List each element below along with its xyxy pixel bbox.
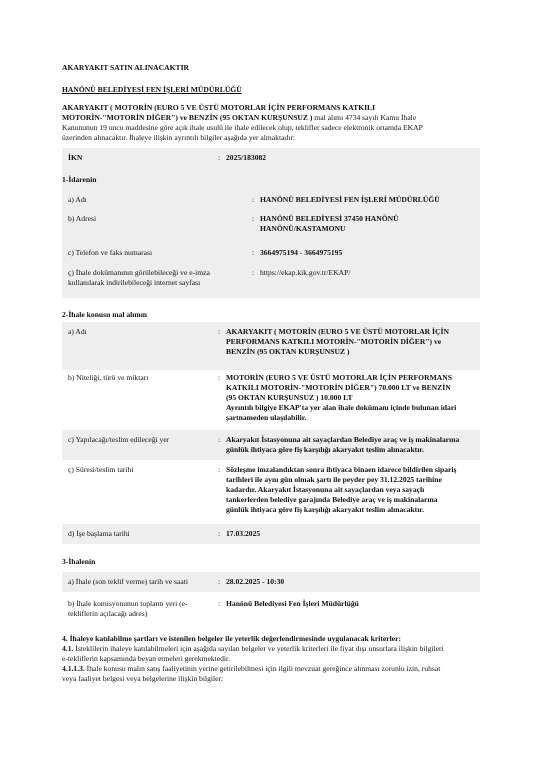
s2-b-line-2: KATKILI MOTORİN-"MOTORİN DİĞER") 70.000 LT ve BENZİN <box>226 383 451 392</box>
ikn-value: 2025/183082 <box>226 153 267 162</box>
colon: : <box>252 248 255 257</box>
s2-cc-row <box>62 462 480 522</box>
s1-b-value-1: HANÖNÜ BELEDİYESİ 37450 HANÖNÜ <box>260 214 399 223</box>
s3-a-value: 28.02.2025 - 10:30 <box>226 577 285 586</box>
section-3-title: 3-İhalenin <box>62 557 96 566</box>
s2-cc-line-4: tankerlerden belediye garajında Belediye araç ve iş makinalarına <box>226 495 438 504</box>
colon: : <box>252 214 255 223</box>
s2-c-line-1: Akaryakıt İstasyonuna ait sayaçlardan Belediye araç ve iş makinalarına <box>226 435 460 444</box>
colon: : <box>252 268 255 277</box>
s4-p1-line-1 <box>62 644 480 654</box>
s4-p2-line-1 <box>62 664 480 674</box>
s2-cc-line-1: Sözleşme imzalandıktan sonra ihtiyaca binaen idarece bildirilen sipariş <box>226 465 457 474</box>
section-1-title: 1-İdarenin <box>62 175 97 184</box>
s4-p1-num: 4.1. <box>62 644 74 653</box>
colon: : <box>218 373 221 382</box>
s4-p1-line-2: e-tekliflerin kapsamında beyan etmeleri gerekmektedir. <box>62 654 231 663</box>
s2-cc-line-5: günlük ihtiyaca göre fiş karşılığı akaryakıt teslim alınacaktır. <box>226 505 424 514</box>
intro-line-1: AKARYAKIT ( MOTORİN (EURO 5 VE ÜSTÜ MOTORLAR İÇİN PERFORMANS KATKILI <box>62 103 376 112</box>
s1-b-label: b) Adresi <box>68 214 97 223</box>
colon: : <box>252 195 255 204</box>
section-4-title: 4. İhaleye katılabilme şartları ve istenilen belgeler ile yeterlik değerlendirmesinde uygulanacak kriterler: <box>62 634 401 643</box>
document-title: AKARYAKIT SATIN ALINACAKTIR <box>62 63 190 72</box>
s1-cc-label-1: ç) İhale dokümanının görülebileceği ve e-imza <box>68 268 210 277</box>
s2-b-line-5: şartnameden ulaşılabilir. <box>226 413 307 422</box>
s2-a-line-2: PERFORMANS KATKILI MOTORİN-"MOTORİN DİĞER") ve <box>226 337 442 346</box>
s2-b-row <box>62 370 480 430</box>
s2-b-line-4: Ayrıntılı bilgiye EKAP'ta yer alan ihale dokümanı içinde bulunan idari <box>226 403 457 412</box>
section-1-block <box>62 168 480 298</box>
s1-b-value-2: HANÖNÜ/KASTAMONU <box>260 224 346 233</box>
s1-cc-label-2: kullanılarak indirilebileceği internet sayfası <box>68 278 201 287</box>
intro-line-2 <box>62 113 480 123</box>
ikn-label: İKN <box>68 153 83 162</box>
s3-b-label-1: b) İhale komisyonunun toplantı yeri (e- <box>68 599 188 608</box>
s2-b-label: b) Niteliği, türü ve miktarı <box>68 373 149 382</box>
s3-b-label-2: tekliflerin açılacağı adres) <box>68 609 148 618</box>
intro-line-2-plain: mal alımı 4734 sayılı Kamu İhale <box>312 113 417 122</box>
s2-cc-label: ç) Süresi/teslim tarihi <box>68 465 134 474</box>
s1-a-value: HANÖNÜ BELEDİYESİ FEN İŞLERİ MÜDÜRLÜĞÜ <box>260 195 440 204</box>
s2-c-row <box>62 430 480 460</box>
s2-d-row <box>62 524 480 544</box>
colon: : <box>218 529 221 538</box>
colon: : <box>218 465 221 474</box>
s2-cc-line-3: kadardır. Akaryakıt İstasyonuna ait sayaçlardan veya sayaçlı <box>226 485 425 494</box>
intro-line-2-bold: MOTORİN-"MOTORİN DİĞER") ve BENZİN (95 OKTAN KURŞUNSUZ ) <box>62 113 313 122</box>
s2-a-row <box>62 322 480 370</box>
colon: : <box>218 435 221 444</box>
authority-heading: HANÖNÜ BELEDİYESİ FEN İŞLERİ MÜDÜRLÜĞÜ <box>62 85 242 94</box>
s2-d-value: 17.03.2025 <box>226 529 261 538</box>
s2-b-line-1: MOTORİN (EURO 5 VE ÜSTÜ MOTORLAR İÇİN PERFORMANS <box>226 373 452 382</box>
s2-c-line-2: günlük ihtiyaca göre fiş karşılığı akaryakıt teslim alınacaktır. <box>226 445 424 454</box>
s4-p1-text-1: İsteklilerin ihaleye katılabilmeleri için aşağıda sayılan belgeler ve yeterlik kriterleri ile fiyat dışı unsurlara ilişkin bilgileri <box>73 644 444 653</box>
s4-p2-num: 4.1.1.3. <box>62 664 85 673</box>
s2-cc-line-2: tarihleri ile aynı gün olmak şartı ile peyder pey 31.12.2025 tarihine <box>226 475 442 484</box>
s1-c-value: 3664975194 - 3664975195 <box>260 248 343 257</box>
s4-p2-line-2: veya faaliyet belgesi veya belgelerine ilişkin bilgiler: <box>62 674 224 683</box>
s1-a-label: a) Adı <box>68 195 87 204</box>
s2-a-label: a) Adı <box>68 327 87 336</box>
colon: : <box>218 577 221 586</box>
s3-a-row <box>62 572 480 592</box>
colon: : <box>218 153 221 162</box>
section-2-title: 2-İhale konusu mal alımın <box>62 310 148 319</box>
s3-b-row <box>62 596 480 624</box>
ikn-row <box>62 148 480 168</box>
colon: : <box>218 599 221 608</box>
s2-a-line-3: BENZİN (95 OKTAN KURŞUNSUZ ) <box>226 347 350 356</box>
s3-a-label: a) İhale (son teklif verme) tarih ve saati <box>68 577 188 586</box>
s2-d-label: d) İşe başlama tarihi <box>68 529 130 538</box>
colon: : <box>218 327 221 336</box>
ekap-link[interactable]: https://ekap.kik.gov.tr/EKAP/ <box>260 268 351 277</box>
s3-b-value: Hanönü Belediyesi Fen İşleri Müdürlüğü <box>226 599 359 608</box>
s1-c-label: c) Telefon ve faks numarası <box>68 248 153 257</box>
intro-line-4: üzerinden alınacaktır. İhaleye ilişkin ayrıntılı bilgiler aşağıda yer almaktadır: <box>62 133 295 142</box>
s4-p2-text-1: İhale konusu malın satış faaliyetinin yerine getirilebilmesi için ilgili mevzuat gereğince alınması zorunlu izin, ruhsat <box>84 664 441 673</box>
s2-a-line-1: AKARYAKIT ( MOTORİN (EURO 5 VE ÜSTÜ MOTORLAR İÇİN <box>226 327 449 336</box>
intro-line-3: Kanununun 19 uncu maddesine göre açık ihale usulü ile ihale edilecek olup, teklifler sadece elektronik ortamda EKAP <box>62 123 423 132</box>
s2-c-label: c) Yapılacağı/teslim edileceği yer <box>68 435 170 444</box>
s2-b-line-3: (95 OKTAN KURŞUNSUZ ) 10.000 LT <box>226 393 353 402</box>
